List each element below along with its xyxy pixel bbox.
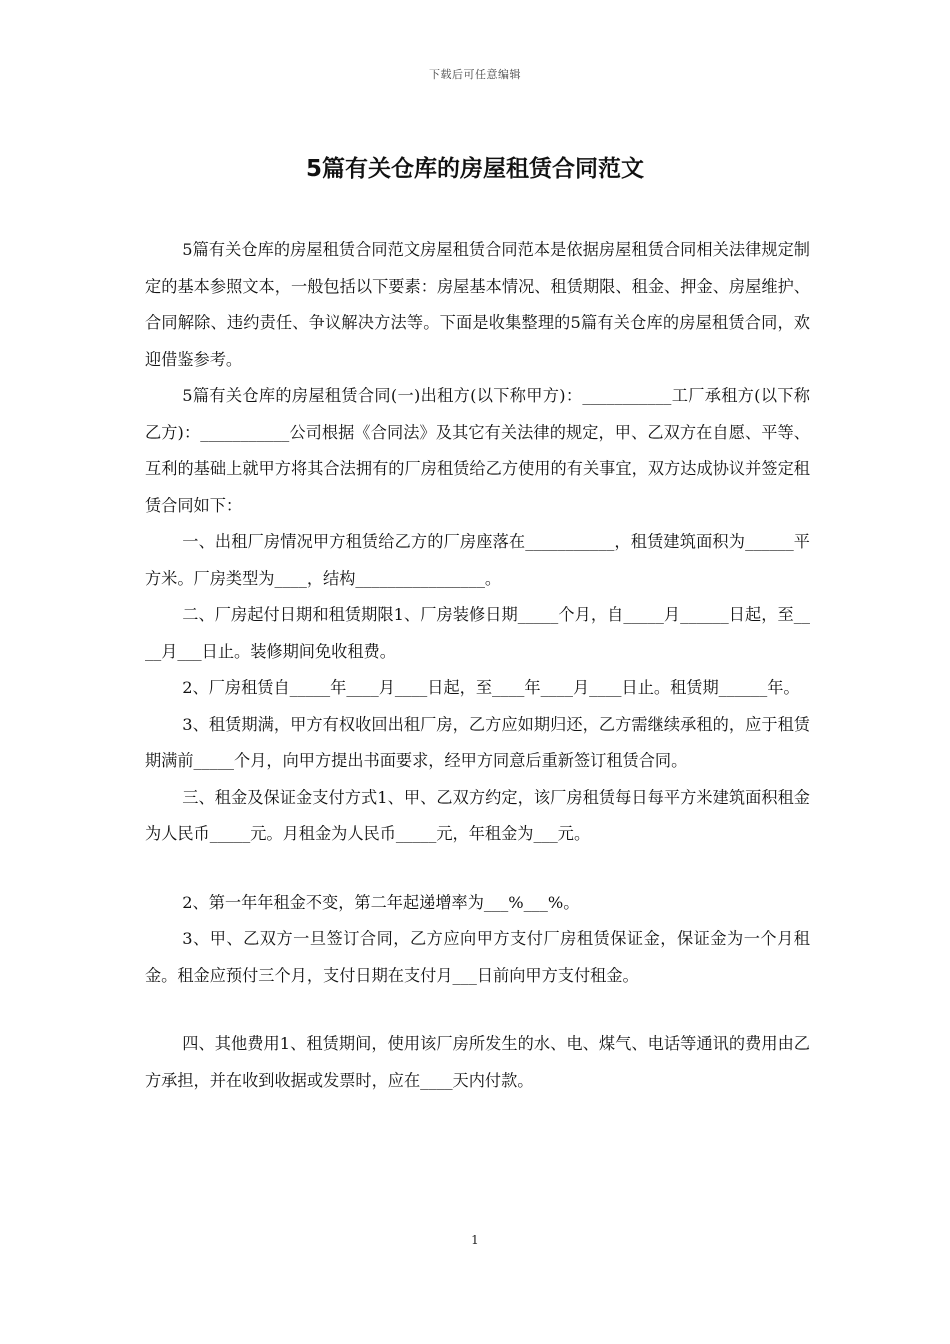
header-note: 下载后可任意编辑 [429,68,521,81]
paragraph-spacer [145,853,810,885]
paragraph-contract-parties: 5篇有关仓库的房屋租赁合同(一)出租方(以下称甲方)：___________工厂承租方(以下称乙方)：___________公司根据《合同法》及其它有关法律的规定，甲、乙双方在自愿、平等、互利的基础上就甲方将其合法拥有的厂房租赁给乙方使用的有关事宜，双方达成协议并签定租赁合同如下： [145,386,810,515]
paragraph-spacer [145,994,810,1026]
paragraph-section-4: 四、其他费用1、租赁期间，使用该厂房所发生的水、电、煤气、电话等通讯的费用由乙方承担，并在收到收据或发票时，应在____天内付款。 [145,1034,810,1090]
page-number: 1 [471,1233,479,1247]
paragraph-section-3-item-2: 2、第一年年租金不变，第二年起递增率为___%___%。 [182,892,580,912]
paragraph-section-1: 一、出租厂房情况甲方租赁给乙方的厂房座落在___________，租赁建筑面积为______平方米。厂房类型为____，结构________________。 [145,532,810,588]
document-title: 5篇有关仓库的房屋租赁合同范文 [305,156,644,182]
document-body [145,232,810,1099]
paragraph-section-2-item-3: 3、租赁期满，甲方有权收回出租厂房，乙方应如期归还，乙方需继续承租的，应于租赁期满前_____个月，向甲方提出书面要求，经甲方同意后重新签订租赁合同。 [145,714,810,770]
paragraph-section-2-item-2: 2、厂房租赁自_____年____月____日起，至____年____月____日止。租赁期______年。 [182,678,800,697]
paragraph-section-3: 三、租金及保证金支付方式1、甲、乙双方约定，该厂房租赁每日每平方米建筑面积租金为人民币_____元。月租金为人民币_____元，年租金为___元。 [145,787,810,843]
paragraph-intro: 5篇有关仓库的房屋租赁合同范文房屋租赁合同范本是依据房屋租赁合同相关法律规定制定的基本参照文本，一般包括以下要素：房屋基本情况、租赁期限、租金、押金、房屋维护、合同解除、违约责任、争议解决方法等。下面是收集整理的5篇有关仓库的房屋租赁合同，欢迎借鉴参考。 [145,240,810,369]
paragraph-section-2: 二、厂房起付日期和租赁期限1、厂房装修日期_____个月，自_____月______日起，至____月___日止。装修期间免收租费。 [145,605,810,661]
paragraph-section-3-item-3: 3、甲、乙双方一旦签订合同，乙方应向甲方支付厂房租赁保证金，保证金为一个月租金。租金应预付三个月，支付日期在支付月___日前向甲方支付租金。 [145,929,810,985]
